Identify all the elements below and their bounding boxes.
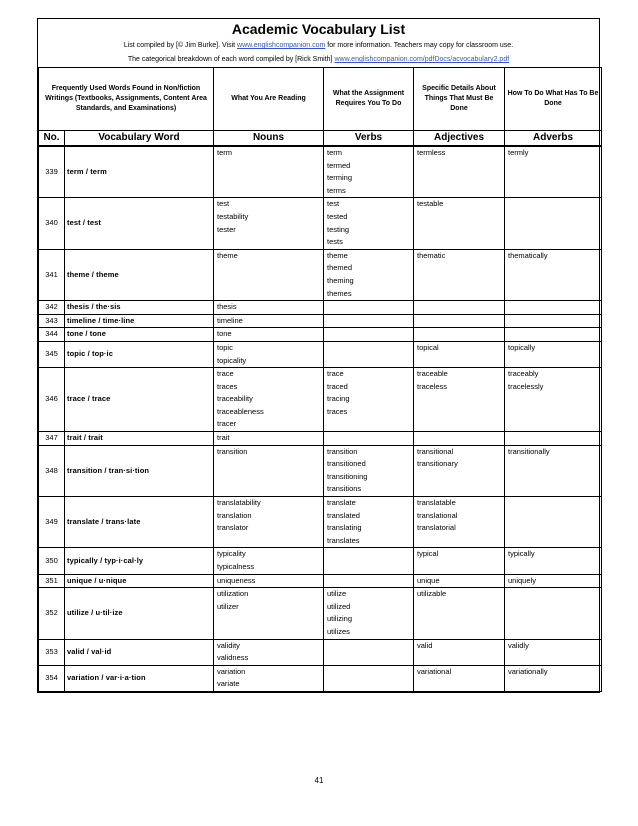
- nouns-cell: [214, 548, 324, 574]
- adjectives-cell: [414, 497, 505, 548]
- word-form: transitionally: [508, 446, 550, 456]
- word-form: variate: [217, 679, 240, 689]
- row-number: 352: [39, 588, 65, 639]
- row-number: 345: [39, 341, 65, 367]
- column-header-nouns: Nouns: [214, 131, 324, 147]
- word-form: trace: [327, 369, 344, 379]
- table-row: [39, 249, 602, 300]
- adjectives-cell: [414, 249, 505, 300]
- vocabulary-word: test / test: [65, 198, 214, 249]
- word-form: translation: [217, 510, 252, 520]
- column-header-adjectives: Adjectives: [414, 131, 505, 147]
- word-form: validly: [508, 640, 529, 650]
- vocabulary-word: topic / top·ic: [65, 341, 214, 367]
- table-row: [39, 146, 602, 198]
- table-row: [39, 548, 602, 574]
- row-number: 340: [39, 198, 65, 249]
- nouns-cell: [214, 341, 324, 367]
- word-form: theme: [217, 250, 238, 260]
- adverbs-cell: [505, 574, 602, 588]
- row-number: 342: [39, 301, 65, 315]
- word-form: variationally: [508, 666, 548, 676]
- word-form: term: [217, 148, 232, 157]
- word-form: transitioned: [327, 459, 366, 469]
- vocabulary-word: timeline / time·line: [65, 314, 214, 328]
- word-form: traceably: [508, 369, 539, 379]
- word-form: test: [217, 199, 230, 209]
- row-number: 347: [39, 432, 65, 446]
- row-number: 341: [39, 249, 65, 300]
- credit-1-suffix: for more information. Teachers may copy for classroom use.: [325, 42, 514, 49]
- page-title: Academic Vocabulary List: [231, 21, 406, 37]
- table-row: [39, 432, 602, 446]
- nouns-cell: [214, 328, 324, 342]
- verbs-cell: [324, 445, 414, 496]
- credit-line-1: [38, 39, 599, 53]
- word-form: topically: [508, 342, 536, 352]
- adjectives-cell: [414, 432, 505, 446]
- vocabulary-word: valid / val·id: [65, 639, 214, 665]
- verbs-cell: [324, 574, 414, 588]
- category-assignment: What the Assignment Requires You To Do: [324, 68, 414, 131]
- word-form: traceless: [417, 381, 448, 391]
- table-row: [39, 198, 602, 249]
- word-form: transitioning: [327, 471, 368, 481]
- word-form: termed: [327, 160, 351, 170]
- verbs-cell: [324, 639, 414, 665]
- word-form: uniquely: [508, 575, 536, 585]
- word-form: tracelessly: [508, 381, 544, 391]
- column-header-no: No.: [39, 131, 65, 147]
- word-form: typical: [417, 549, 439, 559]
- word-form: thematic: [417, 250, 446, 260]
- adjectives-cell: [414, 574, 505, 588]
- adverbs-cell: [505, 314, 602, 328]
- row-number: 344: [39, 328, 65, 342]
- word-form: translatability: [217, 498, 261, 508]
- word-form: term: [327, 148, 342, 157]
- vocabulary-word: term / term: [65, 146, 214, 198]
- nouns-cell: [214, 665, 324, 691]
- nouns-cell: [214, 301, 324, 315]
- vocabulary-table: [38, 67, 602, 692]
- word-form: utilized: [327, 601, 351, 611]
- verbs-cell: [324, 497, 414, 548]
- word-form: utilizable: [417, 589, 447, 599]
- word-form: theme: [327, 250, 348, 260]
- table-row: [39, 445, 602, 496]
- word-form: terming: [327, 173, 353, 183]
- word-form: thematically: [508, 250, 548, 260]
- nouns-cell: [214, 314, 324, 328]
- word-form: tester: [217, 224, 236, 234]
- word-form: variational: [417, 666, 452, 676]
- word-form: trace: [217, 369, 234, 379]
- row-number: 351: [39, 574, 65, 588]
- adjectives-cell: [414, 368, 505, 432]
- nouns-cell: [214, 249, 324, 300]
- nouns-cell: [214, 639, 324, 665]
- word-form: themed: [327, 263, 353, 273]
- adjectives-cell: [414, 665, 505, 691]
- verbs-cell: [324, 314, 414, 328]
- adverbs-cell: [505, 198, 602, 249]
- vocabulary-word: utilize / u·til·ize: [65, 588, 214, 639]
- word-form: transitional: [417, 446, 454, 456]
- verbs-cell: [324, 146, 414, 198]
- word-form: trait: [217, 433, 230, 443]
- word-form: tests: [327, 237, 343, 247]
- nouns-cell: [214, 198, 324, 249]
- word-form: traces: [327, 406, 348, 416]
- vocabulary-word: unique / u·nique: [65, 574, 214, 588]
- credit-1-link[interactable]: www.englishcompanion.com: [237, 42, 326, 49]
- adjectives-cell: [414, 341, 505, 367]
- category-details: Specific Details About Things That Must Be Done: [414, 68, 505, 131]
- word-form: traced: [327, 381, 348, 391]
- word-form: utilizing: [327, 614, 353, 624]
- word-form: testable: [417, 199, 444, 209]
- table-row: [39, 341, 602, 367]
- adverbs-cell: [505, 341, 602, 367]
- verbs-cell: [324, 432, 414, 446]
- word-form: terms: [327, 185, 346, 195]
- adjectives-cell: [414, 146, 505, 198]
- verbs-cell: [324, 328, 414, 342]
- table-row: [39, 497, 602, 548]
- row-number: 343: [39, 314, 65, 328]
- vocabulary-sheet: [37, 18, 600, 693]
- word-form: topic: [217, 342, 233, 352]
- word-form: translator: [217, 523, 249, 533]
- word-form: typicalness: [217, 562, 255, 571]
- adjectives-cell: [414, 588, 505, 639]
- vocabulary-word: theme / theme: [65, 249, 214, 300]
- nouns-cell: [214, 574, 324, 588]
- adverbs-cell: [505, 445, 602, 496]
- table-row: [39, 574, 602, 588]
- word-form: transition: [217, 446, 248, 456]
- credit-line-2: [38, 53, 599, 67]
- row-number: 346: [39, 368, 65, 432]
- verbs-cell: [324, 368, 414, 432]
- word-form: typicality: [217, 549, 246, 559]
- word-form: typically: [508, 549, 535, 559]
- verbs-cell: [324, 301, 414, 315]
- row-number: 353: [39, 639, 65, 665]
- column-header-row: [39, 131, 602, 147]
- vocabulary-word: thesis / the·sis: [65, 301, 214, 315]
- credit-1-prefix: List compiled by [© Jim Burke]. Visit: [123, 42, 238, 49]
- nouns-cell: [214, 497, 324, 548]
- table-row: [39, 301, 602, 315]
- adverbs-cell: [505, 665, 602, 691]
- word-form: timeline: [217, 315, 243, 325]
- table-row: [39, 368, 602, 432]
- row-number: 348: [39, 445, 65, 496]
- word-form: tracer: [217, 419, 237, 429]
- word-form: testing: [327, 224, 350, 234]
- word-form: translational: [417, 510, 458, 520]
- row-number: 339: [39, 146, 65, 198]
- vocabulary-word: trace / trace: [65, 368, 214, 432]
- verbs-cell: [324, 341, 414, 367]
- credit-2-prefix: The categorical breakdown of each word compiled by [Rick Smith]: [127, 56, 335, 63]
- adverbs-cell: [505, 249, 602, 300]
- column-header-verbs: Verbs: [324, 131, 414, 147]
- verbs-cell: [324, 665, 414, 691]
- vocabulary-word: tone / tone: [65, 328, 214, 342]
- verbs-cell: [324, 548, 414, 574]
- row-number: 350: [39, 548, 65, 574]
- word-form: testability: [217, 211, 249, 221]
- category-word-source: Frequently Used Words Found in Non/fiction Writings (Textbooks, Assignments, Content Area Standards, and Examinations): [39, 68, 214, 131]
- word-form: translated: [327, 510, 360, 520]
- adverbs-cell: [505, 639, 602, 665]
- word-form: themes: [327, 288, 352, 298]
- word-form: topical: [417, 342, 439, 352]
- word-form: topicality: [217, 355, 247, 365]
- word-form: translatable: [417, 498, 456, 508]
- column-header-adverbs: Adverbs: [505, 131, 602, 147]
- word-form: unique: [417, 575, 440, 585]
- word-form: traces: [217, 381, 238, 391]
- word-form: translating: [327, 523, 362, 533]
- word-form: validity: [217, 640, 240, 650]
- word-form: tone: [217, 329, 232, 339]
- adverbs-cell: [505, 588, 602, 639]
- adjectives-cell: [414, 301, 505, 315]
- adverbs-cell: [505, 432, 602, 446]
- word-form: validness: [217, 653, 249, 663]
- word-form: traceability: [217, 394, 253, 404]
- word-form: utilization: [217, 589, 249, 599]
- adverbs-cell: [505, 146, 602, 198]
- adjectives-cell: [414, 445, 505, 496]
- adjectives-cell: [414, 328, 505, 342]
- vocabulary-word: transition / tran·si·tion: [65, 445, 214, 496]
- adverbs-cell: [505, 328, 602, 342]
- vocabulary-word: variation / var·i·a·tion: [65, 665, 214, 691]
- word-form: tracing: [327, 394, 350, 404]
- adjectives-cell: [414, 639, 505, 665]
- adverbs-cell: [505, 497, 602, 548]
- adjectives-cell: [414, 548, 505, 574]
- category-row: [39, 68, 602, 131]
- word-form: transitions: [327, 484, 362, 494]
- nouns-cell: [214, 445, 324, 496]
- row-number: 349: [39, 497, 65, 548]
- word-form: utilize: [327, 589, 347, 599]
- table-row: [39, 588, 602, 639]
- column-header-word: Vocabulary Word: [65, 131, 214, 147]
- word-form: thesis: [217, 302, 237, 312]
- word-form: translate: [327, 498, 356, 508]
- row-number: 354: [39, 665, 65, 691]
- nouns-cell: [214, 588, 324, 639]
- page-number: 41: [314, 776, 324, 785]
- word-form: utilizes: [327, 626, 350, 636]
- vocabulary-word: trait / trait: [65, 432, 214, 446]
- word-form: transition: [327, 446, 358, 456]
- category-how-to: How To Do What Has To Be Done: [505, 68, 602, 131]
- word-form: translates: [327, 535, 360, 545]
- word-form: translatorial: [417, 523, 456, 533]
- word-form: traceableness: [217, 406, 264, 416]
- word-form: transitionary: [417, 459, 458, 469]
- word-form: traceable: [417, 369, 448, 379]
- table-row: [39, 639, 602, 665]
- vocabulary-word: translate / trans·late: [65, 497, 214, 548]
- word-form: tested: [327, 211, 348, 221]
- word-form: valid: [417, 640, 433, 650]
- word-form: uniqueness: [217, 575, 256, 585]
- word-form: theming: [327, 275, 354, 285]
- table-row: [39, 665, 602, 691]
- word-form: utilizer: [217, 601, 239, 611]
- word-form: test: [327, 199, 340, 209]
- adjectives-cell: [414, 314, 505, 328]
- adverbs-cell: [505, 548, 602, 574]
- credit-2-link[interactable]: www.englishcompanion.com/pdfDocs/acvocabulary2.pdf: [334, 56, 510, 63]
- table-row: [39, 314, 602, 328]
- verbs-cell: [324, 198, 414, 249]
- table-row: [39, 328, 602, 342]
- verbs-cell: [324, 588, 414, 639]
- adverbs-cell: [505, 368, 602, 432]
- word-form: termly: [508, 148, 529, 157]
- verbs-cell: [324, 249, 414, 300]
- word-form: variation: [217, 666, 246, 676]
- nouns-cell: [214, 368, 324, 432]
- adverbs-cell: [505, 301, 602, 315]
- nouns-cell: [214, 146, 324, 198]
- category-reading: What You Are Reading: [214, 68, 324, 131]
- word-form: termless: [417, 148, 446, 157]
- vocabulary-word: typically / typ·i·cal·ly: [65, 548, 214, 574]
- adjectives-cell: [414, 198, 505, 249]
- nouns-cell: [214, 432, 324, 446]
